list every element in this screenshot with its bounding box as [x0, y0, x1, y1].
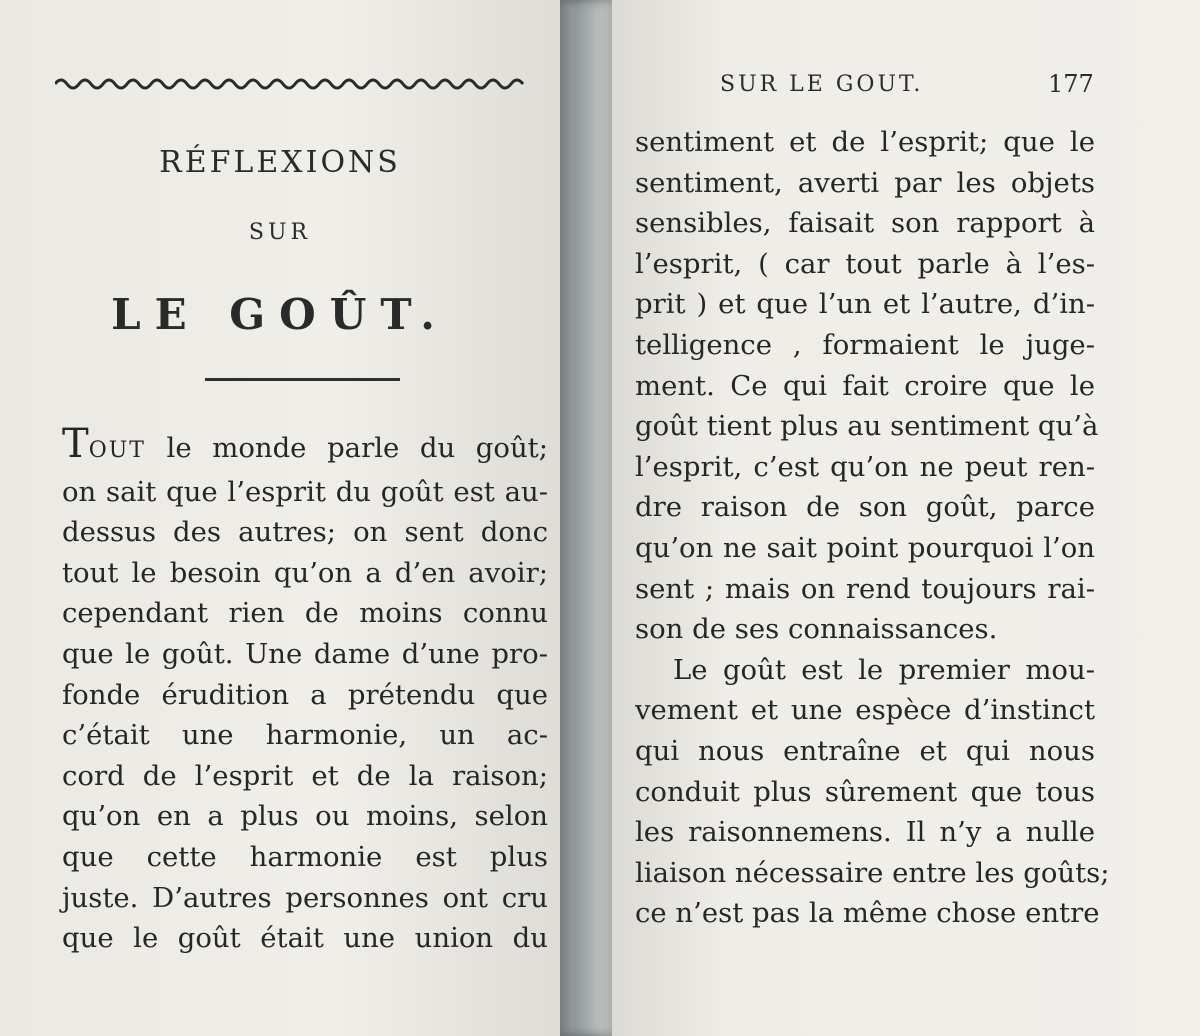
body-line: qui nous entraîne et qui nous — [635, 734, 1095, 767]
body-line: goût tient plus au sentiment qu’à — [635, 410, 1099, 443]
body-line: cord de l’esprit et de la raison; — [62, 759, 548, 792]
body-line: l’esprit, c’est qu’on ne peut ren- — [635, 450, 1095, 483]
body-line: tout le besoin qu’on a d’en avoir; — [62, 556, 548, 589]
body-line: que cette harmonie est plus — [62, 840, 548, 873]
body-line: les raisonnemens. Il n’y a nulle — [635, 816, 1095, 849]
drop-cap: T — [62, 421, 89, 467]
body-line: sentiment, averti par les objets — [635, 166, 1095, 199]
body-line: que le goût était une union du — [62, 922, 548, 955]
left-page — [0, 0, 560, 1036]
body-line: telligence , formaient le juge- — [635, 328, 1095, 361]
body-line: prit ) et que l’un et l’autre, d’in- — [635, 288, 1095, 321]
body-line: sensibles, faisait son rapport à — [635, 207, 1095, 240]
body-line: l’esprit, ( car tout parle à l’es- — [635, 247, 1095, 280]
chapter-title-line-2: SUR — [248, 220, 312, 245]
body-line: on sait que l’esprit du goût est au- — [62, 475, 548, 508]
body-line: sentiment et de l’esprit; que le — [635, 126, 1095, 158]
body-line: que le goût. Une dame d’une pro- — [62, 637, 548, 670]
title-rule — [205, 378, 400, 381]
body-line: fonde érudition a prétendu que — [62, 678, 548, 711]
body-line: qu’on en a plus ou moins, selon — [62, 800, 548, 833]
body-line — [62, 421, 548, 472]
body-line-text: le monde parle du goût; — [145, 432, 548, 464]
body-line: qu’on ne sait point pourquoi l’on — [635, 531, 1095, 564]
chapter-title-line-3: LE GOÛT. — [111, 290, 449, 339]
body-line: vement et une espèce d’instinct — [635, 694, 1095, 727]
body-line: son de ses connaissances. — [635, 613, 998, 646]
body-line: ment. Ce qui fait croire que le — [635, 369, 1095, 402]
running-head: SUR LE GOUT. — [720, 72, 924, 97]
body-line: juste. D’autres personnes ont cru — [62, 881, 548, 914]
body-line: cependant rien de moins connu — [62, 597, 548, 630]
right-page-body — [635, 122, 1110, 934]
body-line: dessus des autres; on sent donc — [62, 516, 548, 549]
body-line: c’était une harmonie, un ac- — [62, 719, 548, 752]
chapter-title-line-1: RÉFLEXIONS — [159, 145, 401, 180]
left-page-body — [62, 421, 548, 959]
book-gutter — [560, 0, 612, 1036]
decorative-ornament-rule — [55, 74, 525, 94]
first-word-smallcaps: OUT — [88, 438, 146, 463]
body-line: dre raison de son goût, parce — [635, 491, 1095, 524]
body-line: sent ; mais on rend toujours rai- — [635, 572, 1095, 605]
body-line: conduit plus sûrement que tous — [635, 775, 1095, 808]
body-line: ce n’est pas la même chose entre — [635, 897, 1100, 930]
body-line: Le goût est le premier mou- — [673, 653, 1095, 686]
body-line: liaison nécessaire entre les goûts; — [635, 856, 1110, 889]
page-number: 177 — [1048, 70, 1094, 98]
